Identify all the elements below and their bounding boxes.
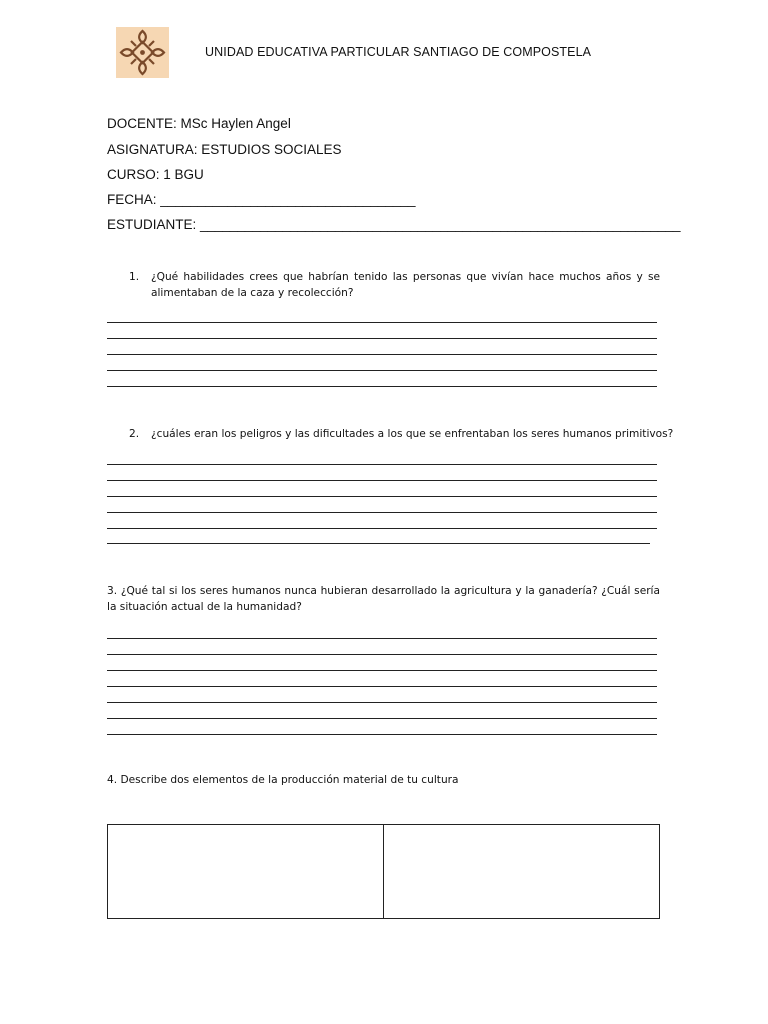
answer-line[interactable] xyxy=(107,718,657,719)
answer-line[interactable] xyxy=(107,322,657,323)
student-name-field[interactable]: ESTUDIANTE: ________________________________________________________________ xyxy=(107,217,681,232)
answer-cell-1[interactable] xyxy=(108,825,383,918)
answer-line[interactable] xyxy=(107,370,657,371)
answer-cell-2[interactable] xyxy=(383,825,659,918)
teacher-line: DOCENTE: MSc Haylen Angel xyxy=(107,116,291,131)
school-logo xyxy=(116,27,169,78)
school-name: UNIDAD EDUCATIVA PARTICULAR SANTIAGO DE COMPOSTELA xyxy=(205,45,592,59)
answer-line[interactable] xyxy=(107,354,657,355)
answer-line[interactable] xyxy=(107,528,657,529)
question-1-number: 1. xyxy=(129,271,140,283)
answer-line[interactable] xyxy=(107,670,657,671)
subject-line: ASIGNATURA: ESTUDIOS SOCIALES xyxy=(107,142,342,157)
answer-line[interactable] xyxy=(107,464,657,465)
answer-line[interactable] xyxy=(107,638,657,639)
question-1-text: ¿Qué habilidades crees que habrían tenido las personas que vivían hace muchos años y se alimentaban de la caza y recolección? xyxy=(151,271,660,299)
answer-line[interactable] xyxy=(107,654,657,655)
date-field[interactable]: FECHA: __________________________________ xyxy=(107,192,416,207)
question-3-text: 3. ¿Qué tal si los seres humanos nunca hubieran desarrollado la agricultura y la ganadería? ¿Cuál sería la situación actual de la humanidad? xyxy=(107,585,660,613)
question-4-text: 4. Describe dos elementos de la producción material de tu cultura xyxy=(107,774,459,786)
answer-line[interactable] xyxy=(107,702,657,703)
answer-table xyxy=(107,824,660,919)
answer-line[interactable] xyxy=(107,543,650,544)
question-2-text: ¿cuáles eran los peligros y las dificultades a los que se enfrentaban los seres humanos primitivos? xyxy=(151,428,674,440)
answer-line[interactable] xyxy=(107,512,657,513)
answer-line[interactable] xyxy=(107,496,657,497)
answer-line[interactable] xyxy=(107,734,657,735)
course-line: CURSO: 1 BGU xyxy=(107,167,204,182)
answer-line[interactable] xyxy=(107,386,657,387)
question-2-number: 2. xyxy=(129,428,140,440)
answer-line[interactable] xyxy=(107,686,657,687)
cross-emblem-icon xyxy=(116,27,169,78)
answer-line[interactable] xyxy=(107,480,657,481)
answer-line[interactable] xyxy=(107,338,657,339)
